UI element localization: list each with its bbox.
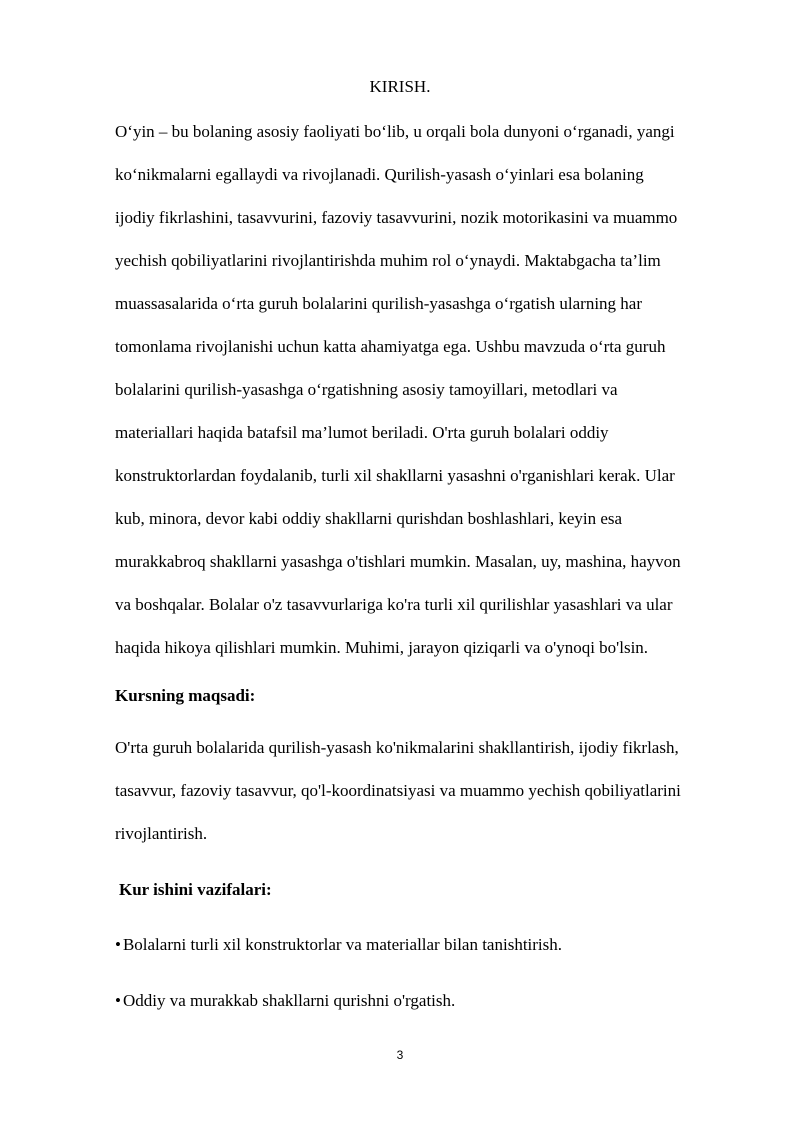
task-text: Oddiy va murakkab shakllarni qurishni o'rgatish. bbox=[122, 991, 456, 1010]
intro-line: O‘yin – bu bolaning asosiy faoliyati bo‘lib, u orqali bola dunyoni o‘rganadi, yangi bbox=[115, 122, 675, 141]
intro-line: bolalarini qurilish-yasashga o‘rgatishning asosiy tamoyillari, metodlari va bbox=[115, 380, 618, 399]
intro-line: yechish qobiliyatlarini rivojlantirishda muhim rol o‘ynaydi. Maktabgacha ta’lim bbox=[115, 251, 661, 270]
goal-line: rivojlantirish. bbox=[115, 824, 208, 843]
page-title: KIRISH. bbox=[369, 77, 431, 96]
goal-paragraph bbox=[115, 726, 745, 855]
goal-heading: Kursning maqsadi: bbox=[115, 686, 256, 705]
intro-line: konstruktorlardan foydalanib, turli xil shakllarni yasashni o'rganishlari kerak. Ular bbox=[115, 466, 675, 485]
intro-line: ijodiy fikrlashini, tasavvurini, fazoviy tasavvurini, nozik motorikasini va muammo bbox=[115, 208, 678, 227]
bullet-icon: • bbox=[115, 991, 121, 1010]
intro-line: muassasalarida o‘rta guruh bolalarini qurilish-yasashga o‘rgatish ularning har bbox=[115, 294, 643, 313]
intro-line: va boshqalar. Bolalar o'z tasavvurlariga ko'ra turli xil qurilishlar yasashlari va ular bbox=[115, 595, 673, 614]
intro-line: kub, minora, devor kabi oddiy shakllarni qurishdan boshlashlari, keyin esa bbox=[115, 509, 623, 528]
task-list-item bbox=[115, 933, 562, 957]
tasks-heading: Kur ishini vazifalari: bbox=[119, 880, 272, 899]
bullet-icon: • bbox=[115, 935, 121, 954]
intro-line: tomonlama rivojlanishi uchun katta ahamiyatga ega. Ushbu mavzuda o‘rta guruh bbox=[115, 337, 666, 356]
goal-line: O'rta guruh bolalarida qurilish-yasash ko'nikmalarini shakllantirish, ijodiy fikrlash, bbox=[115, 738, 679, 757]
intro-paragraph bbox=[115, 110, 745, 669]
task-text: Bolalarni turli xil konstruktorlar va materiallar bilan tanishtirish. bbox=[122, 935, 563, 954]
intro-line: ko‘nikmalarni egallaydi va rivojlanadi. Qurilish-yasash o‘yinlari esa bolaning bbox=[115, 165, 644, 184]
intro-line: haqida hikoya qilishlari mumkin. Muhimi, jarayon qiziqarli va o'ynoqi bo'lsin. bbox=[115, 638, 649, 657]
task-list-item bbox=[115, 989, 455, 1013]
goal-line: tasavvur, fazoviy tasavvur, qo'l-koordinatsiyasi va muammo yechish qobiliyatlarini bbox=[115, 781, 681, 800]
intro-line: materiallari haqida batafsil ma’lumot beriladi. O'rta guruh bolalari oddiy bbox=[115, 423, 609, 442]
intro-line: murakkabroq shakllarni yasashga o'tishlari mumkin. Masalan, uy, mashina, hayvon bbox=[115, 552, 681, 571]
page-number: 3 bbox=[396, 1048, 404, 1062]
